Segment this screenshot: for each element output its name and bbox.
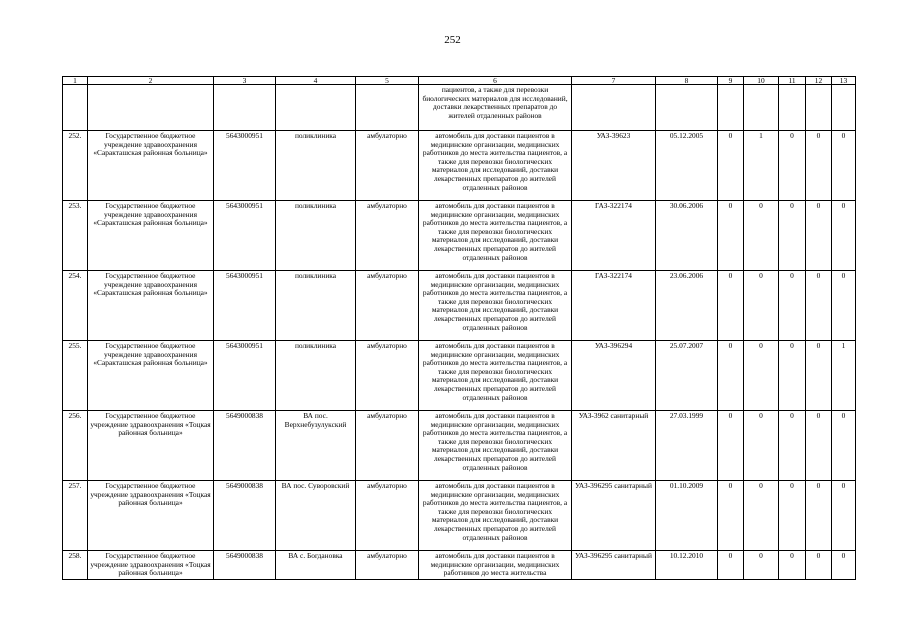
organization-cell: Государственное бюджетное учреждение здравоохранения «Тоцкая районная больница» xyxy=(88,481,214,551)
organization-cell: Государственное бюджетное учреждение здравоохранения «Тоцкая районная больница» xyxy=(88,411,214,481)
vehicle-model-cell: УАЗ-396295 санитарный xyxy=(572,551,656,580)
purpose-cell: автомобиль для доставки пациентов в медицинские организации, медицинских работников до места жительства пациентов, а также для перевозки биологических материалов для исследований, доставки лекарственных препаратов до жителей отдаленных районов xyxy=(419,271,572,341)
count-cell: 0 xyxy=(744,201,779,271)
inn-cell: 5649000838 xyxy=(214,411,276,481)
table-row-continuation xyxy=(63,85,856,131)
row-number-cell: 258. xyxy=(63,551,88,580)
table-row xyxy=(63,201,856,271)
organization-cell: Государственное бюджетное учреждение здравоохранения «Тоцкая районная больница» xyxy=(88,551,214,580)
column-header: 1 xyxy=(63,77,88,85)
unit-cell: поликлиника xyxy=(276,201,356,271)
inn-cell: 5643000951 xyxy=(214,271,276,341)
row-number-cell: 252. xyxy=(63,131,88,201)
purpose-cell: автомобиль для доставки пациентов в медицинские организации, медицинских работников до места жительства пациентов, а также для перевозки биологических материалов для исследований, доставки лекарственных препаратов до жителей отдаленных районов xyxy=(419,341,572,411)
column-header: 7 xyxy=(572,77,656,85)
care-type-cell: амбулаторно xyxy=(356,341,419,411)
column-header: 5 xyxy=(356,77,419,85)
column-header: 6 xyxy=(419,77,572,85)
count-cell: 0 xyxy=(832,551,856,580)
organization-cell: Государственное бюджетное учреждение здравоохранения «Саракташская районная больница» xyxy=(88,201,214,271)
column-header: 2 xyxy=(88,77,214,85)
inn-cell: 5649000838 xyxy=(214,551,276,580)
vehicle-model-cell: ГАЗ-322174 xyxy=(572,271,656,341)
vehicle-model-cell: УАЗ-396294 xyxy=(572,341,656,411)
data-table xyxy=(62,76,856,580)
table-row xyxy=(63,131,856,201)
date-cell: 25.07.2007 xyxy=(656,341,718,411)
count-cell: 0 xyxy=(779,271,806,341)
unit-cell: ВА пос. Верхнебузулукский xyxy=(276,411,356,481)
unit-cell: ВА с. Богдановка xyxy=(276,551,356,580)
count-cell: 0 xyxy=(744,341,779,411)
date-cell: 05.12.2005 xyxy=(656,131,718,201)
care-type-cell: амбулаторно xyxy=(356,271,419,341)
column-header: 9 xyxy=(718,77,744,85)
page-number: 252 xyxy=(444,34,461,46)
count-cell: 0 xyxy=(779,551,806,580)
unit-cell: поликлиника xyxy=(276,131,356,201)
count-cell: 0 xyxy=(832,131,856,201)
care-type-cell: амбулаторно xyxy=(356,551,419,580)
unit-cell: поликлиника xyxy=(276,271,356,341)
count-cell: 0 xyxy=(779,481,806,551)
purpose-cell: автомобиль для доставки пациентов в медицинские организации, медицинских работников до места жительства пациентов, а также для перевозки биологических материалов для исследований, доставки лекарственных препаратов до жителей отдаленных районов xyxy=(419,131,572,201)
date-cell: 27.03.1999 xyxy=(656,411,718,481)
care-type-cell: амбулаторно xyxy=(356,411,419,481)
table-row xyxy=(63,341,856,411)
column-header: 12 xyxy=(806,77,832,85)
count-cell: 0 xyxy=(779,411,806,481)
count-cell: 0 xyxy=(779,131,806,201)
vehicle-model-cell: УАЗ-396295 санитарный xyxy=(572,481,656,551)
care-type-cell: амбулаторно xyxy=(356,481,419,551)
care-type-cell: амбулаторно xyxy=(356,131,419,201)
table-row xyxy=(63,271,856,341)
count-cell: 0 xyxy=(718,271,744,341)
column-header: 10 xyxy=(744,77,779,85)
count-cell: 1 xyxy=(744,131,779,201)
table-row xyxy=(63,411,856,481)
row-number-cell: 254. xyxy=(63,271,88,341)
count-cell: 0 xyxy=(744,411,779,481)
purpose-cell: автомобиль для доставки пациентов в медицинские организации, медицинских работников до места жительства пациентов, а также для перевозки биологических материалов для исследований, доставки лекарственных препаратов до жителей отдаленных районов xyxy=(419,411,572,481)
date-cell: 01.10.2009 xyxy=(656,481,718,551)
row-number-cell: 253. xyxy=(63,201,88,271)
purpose-cell: автомобиль для доставки пациентов в медицинские организации, медицинских работников до места жительства xyxy=(419,551,572,580)
count-cell: 0 xyxy=(718,201,744,271)
vehicle-model-cell: ГАЗ-322174 xyxy=(572,201,656,271)
count-cell: 0 xyxy=(779,341,806,411)
count-cell: 0 xyxy=(806,341,832,411)
count-cell: 0 xyxy=(779,201,806,271)
count-cell: 0 xyxy=(806,481,832,551)
column-header: 8 xyxy=(656,77,718,85)
column-header: 4 xyxy=(276,77,356,85)
column-header: 3 xyxy=(214,77,276,85)
date-cell: 10.12.2010 xyxy=(656,551,718,580)
table-row xyxy=(63,481,856,551)
row-number-cell: 255. xyxy=(63,341,88,411)
count-cell: 0 xyxy=(744,551,779,580)
inn-cell: 5643000951 xyxy=(214,341,276,411)
inn-cell: 5643000951 xyxy=(214,201,276,271)
count-cell: 0 xyxy=(744,271,779,341)
count-cell: 0 xyxy=(832,481,856,551)
count-cell: 0 xyxy=(718,411,744,481)
care-type-cell: амбулаторно xyxy=(356,201,419,271)
count-cell: 0 xyxy=(832,411,856,481)
purpose-cell: пациентов, а также для перевозки биологических материалов для исследований, доставки лекарственных препаратов до жителей отдаленных районов xyxy=(419,85,572,131)
vehicle-model-cell: УАЗ-3962 санитарный xyxy=(572,411,656,481)
count-cell: 0 xyxy=(718,551,744,580)
column-header: 13 xyxy=(832,77,856,85)
count-cell: 0 xyxy=(806,551,832,580)
column-header: 11 xyxy=(779,77,806,85)
count-cell: 0 xyxy=(806,411,832,481)
row-number-cell: 257. xyxy=(63,481,88,551)
date-cell: 23.06.2006 xyxy=(656,271,718,341)
count-cell: 0 xyxy=(744,481,779,551)
inn-cell: 5649000838 xyxy=(214,481,276,551)
purpose-cell: автомобиль для доставки пациентов в медицинские организации, медицинских работников до места жительства пациентов, а также для перевозки биологических материалов для исследований, доставки лекарственных препаратов до жителей отдаленных районов xyxy=(419,481,572,551)
organization-cell: Государственное бюджетное учреждение здравоохранения «Саракташская районная больница» xyxy=(88,271,214,341)
count-cell: 1 xyxy=(832,341,856,411)
date-cell: 30.06.2006 xyxy=(656,201,718,271)
purpose-cell: автомобиль для доставки пациентов в медицинские организации, медицинских работников до места жительства пациентов, а также для перевозки биологических материалов для исследований, доставки лекарственных препаратов до жителей отдаленных районов xyxy=(419,201,572,271)
unit-cell: ВА пос. Суворовский xyxy=(276,481,356,551)
count-cell: 0 xyxy=(832,271,856,341)
table-row xyxy=(63,551,856,580)
unit-cell: поликлиника xyxy=(276,341,356,411)
count-cell: 0 xyxy=(806,131,832,201)
count-cell: 0 xyxy=(832,201,856,271)
row-number-cell: 256. xyxy=(63,411,88,481)
count-cell: 0 xyxy=(806,271,832,341)
inn-cell: 5643000951 xyxy=(214,131,276,201)
organization-cell: Государственное бюджетное учреждение здравоохранения «Саракташская районная больница» xyxy=(88,131,214,201)
vehicle-model-cell: УАЗ-39623 xyxy=(572,131,656,201)
header-row xyxy=(63,77,856,85)
organization-cell: Государственное бюджетное учреждение здравоохранения «Саракташская районная больница» xyxy=(88,341,214,411)
count-cell: 0 xyxy=(806,201,832,271)
count-cell: 0 xyxy=(718,481,744,551)
count-cell: 0 xyxy=(718,341,744,411)
count-cell: 0 xyxy=(718,131,744,201)
